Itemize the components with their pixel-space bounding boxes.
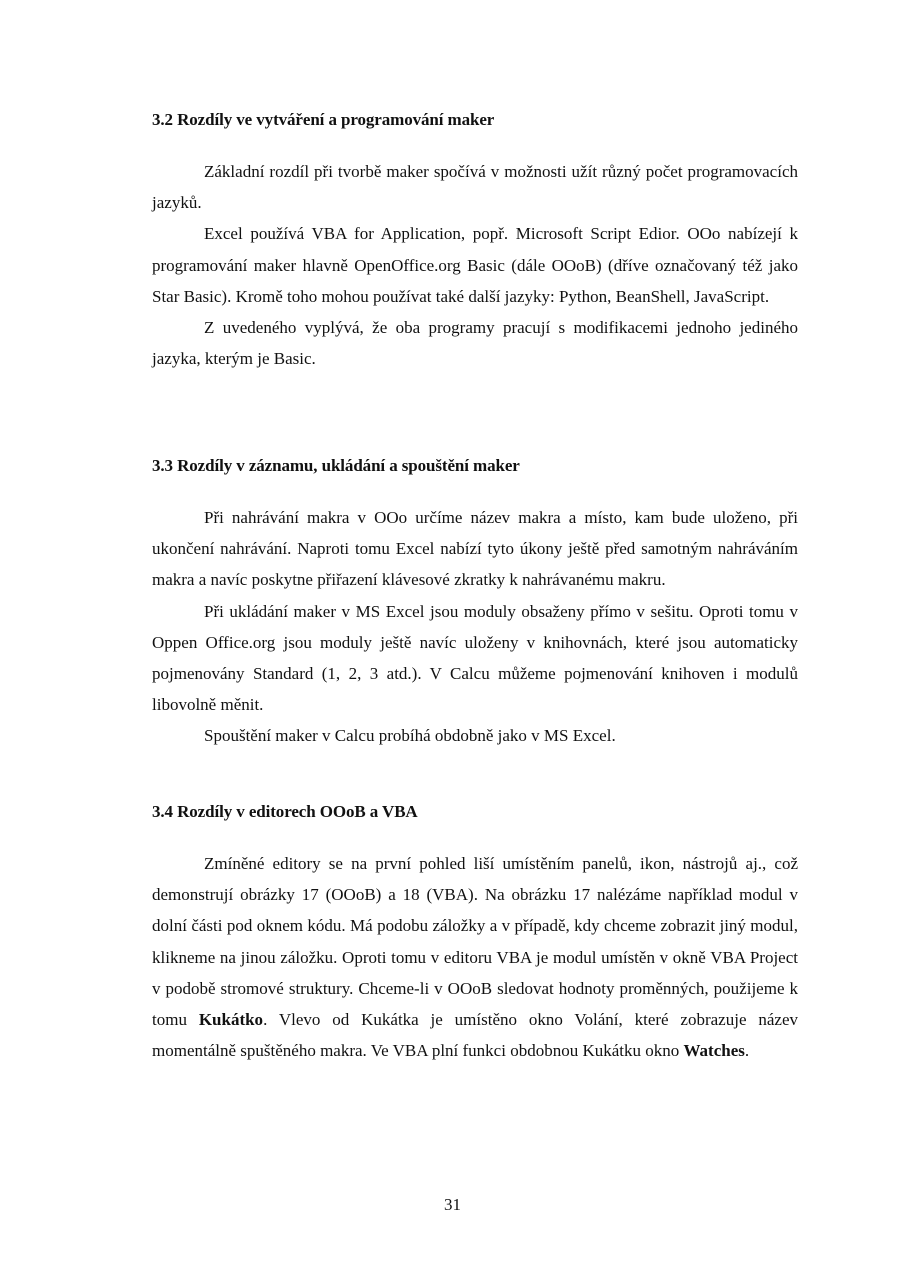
paragraph: Při ukládání maker v MS Excel jsou moduly obsaženy přímo v sešitu. Oproti tomu v Oppen Office.org jsou moduly ještě navíc uloženy v knihovnách, které jsou automaticky pojmenovány Standard (1, 2, 3 atd.). V Calcu můžeme pojmenování knihoven i modulů libovolně měnit. <box>152 601 798 715</box>
paragraph-text: . Vlevo od Kukátka je umístěno okno Volání, které zobrazuje název momentálně spuštěného makra. Ve VBA plní funkci obdobnou Kukátku okno <box>152 1010 798 1061</box>
bold-term-kukatko: Kukátko <box>198 1010 264 1030</box>
section-heading: 3.3 Rozdíly v záznamu, ukládání a spouštění maker <box>152 456 520 475</box>
paragraph: Základní rozdíl při tvorbě maker spočívá v možnosti užít různý počet programovacích jazyků. <box>152 162 798 213</box>
bold-term-watches: Watches <box>683 1041 745 1061</box>
section-3-2 <box>152 110 798 374</box>
section-3-3 <box>152 456 798 752</box>
paragraph: Excel používá VBA for Application, popř. Microsoft Script Edior. OOo nabízejí k programování maker hlavně OpenOffice.org Basic (dále OOoB) (dříve označovaný též jako Star Basic). Kromě toho mohou používat také další jazyky: Python, BeanShell, JavaScript. <box>152 224 798 306</box>
paragraph: Spouštění maker v Calcu probíhá obdobně jako v MS Excel. <box>204 726 616 746</box>
page-number: 31 <box>444 1195 461 1214</box>
paragraph-text: . <box>744 1041 750 1061</box>
paragraph-text: Zmíněné editory se na první pohled liší umístěním panelů, ikon, nástrojů aj., což demonstrují obrázky 17 (OOoB) a 18 (VBA). Na obrázku 17 nalézáme například modul v dolní části pod oknem kódu. Má podobu záložky a v případě, kdy chceme zobrazit jiný modul, klikneme na jinou záložku. Oproti tomu v editoru VBA je modul umístěn v okně VBA Project v podobě stromové struktury. Chceme-li v OOoB sledovat hodnoty proměnných, použijeme k tomu <box>152 854 798 1030</box>
paragraph <box>152 848 798 1066</box>
paragraph: Při nahrávání makra v OOo určíme název makra a místo, kam bude uloženo, při ukončení nahrávání. Naproti tomu Excel nabízí tyto úkony ještě před samotným nahráváním makra a navíc poskytne přiřazení klávesové zkratky k nahrávanému makru. <box>152 508 798 590</box>
section-heading: 3.4 Rozdíly v editorech OOoB a VBA <box>152 802 418 821</box>
section-3-4 <box>152 802 798 1066</box>
section-heading: 3.2 Rozdíly ve vytváření a programování maker <box>152 110 495 129</box>
paragraph: Z uvedeného vyplývá, že oba programy pracují s modifikacemi jednoho jediného jazyka, kterým je Basic. <box>152 318 798 369</box>
